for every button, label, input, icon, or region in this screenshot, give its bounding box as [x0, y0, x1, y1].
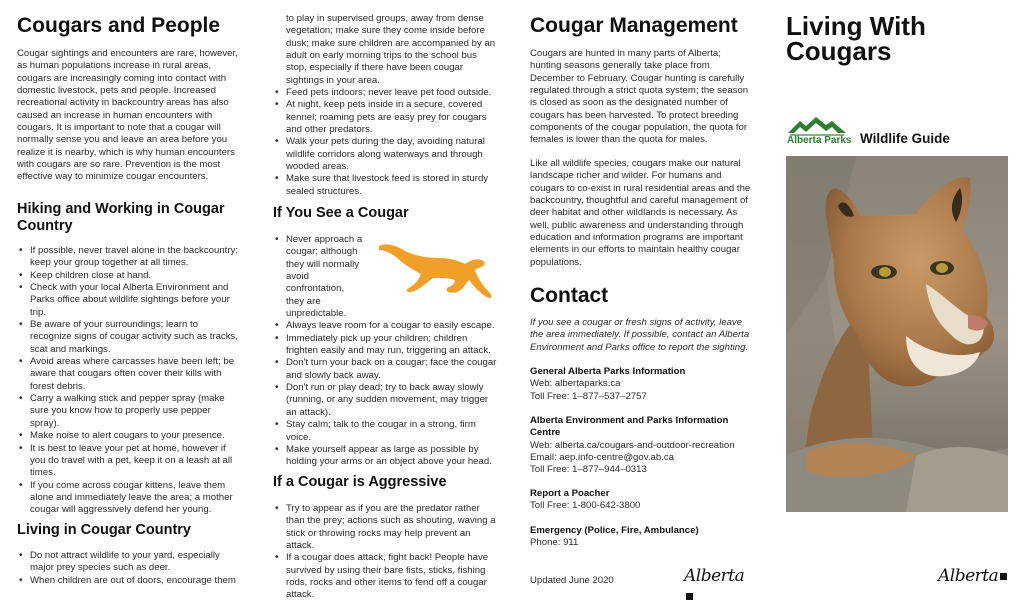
list-item: • Do not attract wildlife to your yard, especially major prey species such as deer. [17, 550, 241, 575]
heading-aggressive: If a Cougar is Aggressive [273, 474, 447, 490]
if-you-see-list [273, 234, 497, 469]
contact-general-heading: General Alberta Parks Information [530, 366, 686, 377]
list-item: • It is best to leave your pet at home, however if you do travel with a pet, keep it on a leash at all times. [17, 443, 241, 480]
intro-paragraph: Cougar sightings and encounters are rare, however, as human populations increase in rural areas, cougars are increasingly coming into contact with domestic livestock, pets and people. Increased recreational activity in backcountry areas has also caused an increase in human encounters with cougars. It is important to note that a cougar will normally sense you and leave an area before you realize it is nearby, which is why human encounters with cougars are so rare. Prevention is the most effective way to minimize cougar encounters. [17, 48, 238, 183]
list-item: • Walk your pets during the day, avoiding natural wildlife corridors along waterways and through wooded areas. [273, 136, 497, 173]
living-list [17, 550, 241, 587]
aggressive-list [273, 503, 497, 602]
alberta-wordmark-logo: Alberta [938, 566, 1007, 586]
contact-emergency-heading: Emergency (Police, Fire, Ambulance) [530, 525, 699, 536]
list-item: to play in supervised groups, away from dense vegetation; make sure they come inside before dusk; make sure children are accompanied by an adult on early morning trips to the school bus stop, especially if there have been cougar sightings in your area. [286, 13, 496, 86]
contact-general [530, 366, 752, 403]
alberta-parks-name: Alberta Parks [787, 135, 852, 146]
contact-emergency [530, 525, 752, 550]
panel-cougars-and-people [17, 0, 239, 616]
list-item: • Try to appear as if you are the predator rather than the prey; actions such as shouting, waving a stick or throwing rocks may help prevent an attack. [273, 503, 497, 552]
contact-aep-web[interactable]: Web: alberta.ca/cougars-and-outdoor-recreation [530, 439, 735, 451]
list-item: • Keep children close at hand. [17, 270, 241, 282]
list-item: • Carry a walking stick and pepper spray (make sure you know how to properly use pepper spray). [17, 393, 241, 430]
list-item: • Be aware of your surroundings; learn to recognize signs of cougar activity such as tracks, scat and markings. [17, 319, 241, 356]
list-item: • Don't run or play dead; try to back away slowly (running, or any sudden movement, may trigger an attack). [273, 382, 497, 419]
contact-emergency-phone: Phone: 911 [530, 537, 579, 549]
list-item: • If a cougar does attack, fight back! People have survived by using their bare fists, sticks, fishing rods, rocks and other items to fend off a cougar attack. [273, 552, 497, 601]
panel-cover [786, 0, 1008, 616]
panel-management-contact [530, 0, 752, 616]
heading-hiking: Hiking and Working in Cougar Country [17, 201, 225, 234]
contact-poacher-phone: Toll Free: 1-800-642-3800 [530, 500, 641, 512]
contact-general-phone: Toll Free: 1–877–537–2757 [530, 390, 647, 402]
contact-aep [530, 415, 752, 477]
cover-title-line-2: Cougars [786, 36, 892, 66]
list-item: • Make noise to alert cougars to your presence. [17, 430, 241, 442]
cover-title [786, 11, 1008, 66]
contact-general-web[interactable]: Web: albertaparks.ca [530, 378, 621, 390]
alberta-wordmark-logo: Alberta [684, 566, 752, 606]
living-list-continued [273, 13, 497, 198]
management-paragraph-2: Like all wildlife species, cougars make our natural landscape richer and wilder. For humans and cougars to co-exist in rural residential areas and the backcountry, thoughtful and careful management of deer habitat and other wildlands is necessary. As well, public awareness and understanding through education and information programs are important elements in our efforts to maintain healthy cougar populations. [530, 158, 751, 268]
contact-aep-email[interactable]: Email: aep.info-centre@gov.ab.ca [530, 452, 674, 464]
contact-poacher [530, 488, 752, 513]
hiking-list [17, 245, 241, 517]
list-item: • Don't turn your back on a cougar; face the cougar and slowly back away. [273, 357, 497, 382]
management-paragraph-1: Cougars are hunted in many parts of Alberta; hunting seasons generally take place from December to February. Cougar hunting is carefully regulated through a strict quota system; the season is closed as soon as the designated number of cougars has been harvested. To protect breeding components of the cougar population, the quota for females is lower than the quota for males. [530, 48, 749, 146]
cougar-photo [786, 156, 1008, 512]
list-item: • Immediately pick up your children; children frighten easily and may run, triggering an attack. [273, 333, 497, 358]
list-item: • If you come across cougar kittens, leave them alone and immediately leave the area; a mother cougar will aggressively defend her young. [17, 480, 241, 517]
list-item: • Make sure that livestock feed is stored in sturdy sealed structures. [273, 173, 497, 198]
heading-contact: Contact [530, 284, 609, 307]
list-item: • Avoid areas where carcasses have been left; be aware that cougars often cover their kills with forest debris. [17, 356, 241, 393]
list-item: • At night, keep pets inside in a secure, covered kennel; roaming pets are easy prey for cougars and other predators. [273, 99, 497, 136]
list-item: • When children are out of doors, encourage them [17, 575, 241, 587]
heading-management: Cougar Management [530, 14, 738, 37]
list-item: • If possible, never travel alone in the backcountry; keep your group together at all times. [17, 245, 241, 270]
panel-safety [273, 0, 495, 616]
list-item: • Make yourself appear as large as possible by holding your arms or an object above your head. [273, 444, 497, 469]
contact-poacher-heading: Report a Poacher [530, 488, 610, 499]
contact-intro: If you see a cougar or fresh signs of activity, leave the area immediately. If possible, contact an Alberta Environment and Parks office to report the sighting. [530, 317, 750, 353]
contact-aep-phone: Toll Free: 1–877–944–0313 [530, 464, 647, 476]
heading-cougars-and-people: Cougars and People [17, 14, 221, 37]
contact-aep-heading: Alberta Environment and Parks Information Centre [530, 415, 729, 439]
updated-date: Updated June 2020 [530, 575, 614, 586]
cover-title-line-1: Living With [786, 11, 926, 41]
list-item: • Never approach a cougar; although they will normally avoid confrontation, they are unpredictable. [273, 234, 363, 320]
list-item: • Check with your local Alberta Environment and Parks office about wildlife sightings before your trip. [17, 282, 241, 319]
list-item: • Feed pets indoors; never leave pet food outside. [273, 87, 497, 99]
wildlife-guide-label: Wildlife Guide [860, 131, 950, 146]
heading-if-you-see: If You See a Cougar [273, 205, 409, 221]
list-item: • Always leave room for a cougar to easily escape. [273, 320, 497, 332]
heading-living: Living in Cougar Country [17, 522, 191, 538]
list-item: • Stay calm; talk to the cougar in a strong, firm voice. [273, 419, 497, 444]
